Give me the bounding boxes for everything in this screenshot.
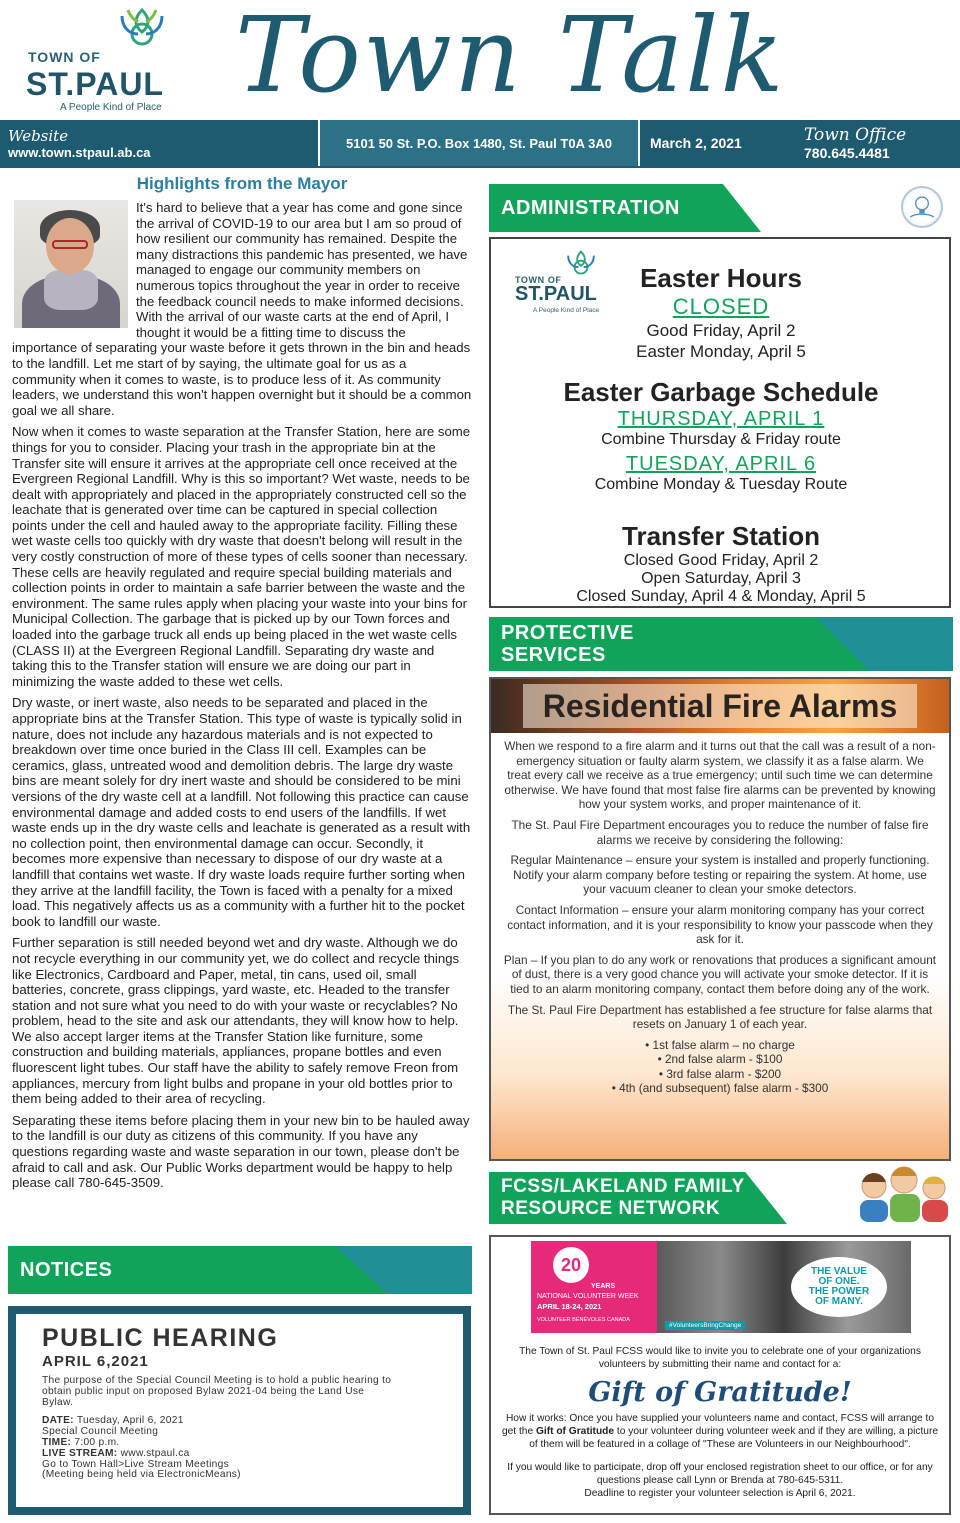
value-slogan: THE VALUE OF ONE. THE POWER OF MANY. — [791, 1257, 887, 1317]
fire-banner — [491, 679, 949, 733]
family-cartoon-icon — [852, 1164, 956, 1222]
garbage-schedule-title: Easter Garbage Schedule — [563, 377, 879, 407]
public-hearing-date: APRIL 6,2021 — [42, 1353, 149, 1370]
volunteer-week-graphic — [531, 1241, 911, 1333]
website-block — [0, 120, 318, 166]
fee-item: • 2nd false alarm - $100 — [657, 1052, 783, 1067]
fire-paragraph-2: The St. Paul Fire Department encourages you to reduce the number of false fire alarms we receive by considering the following: — [511, 817, 929, 847]
garbage-thursday-link[interactable]: THURSDAY, APRIL 1 — [617, 408, 825, 430]
easter-monday: Easter Monday, April 5 — [636, 342, 806, 361]
garbage-thursday-note: Combine Thursday & Friday route — [601, 431, 841, 448]
logo-name-text: ST.PAUL — [26, 66, 164, 102]
mayor-paragraph-5: Separating these items before placing them in your new bin to be hauled away to the landfill is our duty as citizens of this community. If you have any questions regarding waste and waste separation in our town, please don't be afraid to call and ask. Our Public Works department would be happy to help please call 780-645-3509. — [12, 1112, 470, 1191]
administration-banner — [489, 184, 789, 232]
public-hearing-title: PUBLIC HEARING — [42, 1324, 279, 1352]
garbage-tuesday-link[interactable]: TUESDAY, APRIL 6 — [625, 453, 817, 475]
fire-alarms-body — [491, 737, 949, 1159]
hearing-stream-path: Go to Town Hall>Live Stream Meetings — [42, 1458, 229, 1470]
notices-banner-text: NOTICES — [20, 1259, 113, 1281]
mayor-heading: Highlights from the Mayor — [136, 174, 348, 193]
newsletter-title: Town Talk — [235, 0, 786, 116]
fee-list — [503, 1038, 937, 1096]
easter-town-logo — [513, 249, 613, 314]
logo-town-text: TOWN OF — [28, 49, 101, 65]
twenty-years-badge: 20 — [553, 1247, 589, 1283]
garbage-tuesday-note: Combine Monday & Tuesday Route — [594, 476, 848, 493]
nvw-org: VOLUNTEER BÉNÉVOLES CANADA — [537, 1317, 630, 1323]
masthead — [0, 0, 960, 118]
info-bar — [0, 118, 960, 168]
fcss-volunteer-box — [489, 1235, 951, 1515]
easter-logo-town: TOWN OF — [515, 275, 562, 285]
gift-of-gratitude-title: Gift of Gratitude! — [588, 1377, 852, 1408]
transfer-station-title: Transfer Station — [622, 521, 820, 551]
easter-closed-link[interactable]: CLOSED — [672, 294, 770, 319]
fire-paragraph-4: Contact Information – ensure your alarm monitoring company has your correct contact information, and it is your responsibility to know your passcode when they ask for it. — [507, 902, 933, 947]
protective-banner-text: PROTECTIVE SERVICES — [501, 622, 634, 666]
easter-logo-name: ST.PAUL — [515, 283, 597, 305]
hearing-stream-line[interactable]: LIVE STREAM: www.stpaul.ca — [42, 1447, 190, 1459]
protective-services-banner — [489, 617, 953, 671]
nvw-title: NATIONAL VOLUNTEER WEEK — [537, 1293, 639, 1300]
town-logo[interactable] — [22, 6, 187, 114]
easter-logo-tagline: A People Kind of Place — [533, 307, 600, 314]
transfer-line-1: Closed Good Friday, April 2 — [623, 552, 819, 569]
fcss-banner-text: FCSS/LAKELAND FAMILY RESOURCE NETWORK — [501, 1176, 745, 1219]
hearing-time-line: TIME: 7:00 p.m. — [42, 1436, 120, 1448]
fire-paragraph-5: Plan – If you plan to do any work or renovations that produces a significant amount of dust, there is a very good chance you will activate your smoke detector. If it is tied to an alarm monitoring company, contact them before doing any of the work. — [503, 952, 937, 996]
fire-paragraph-3: Regular Maintenance – ensure your system is installed and properly functioning. Notify your alarm company before testing or repairing the system. At home, use your vacuum cleaner to clean your smoke detectors. — [510, 853, 930, 897]
hearing-meeting: Special Council Meeting — [42, 1426, 159, 1438]
easter-good-friday: Good Friday, April 2 — [646, 321, 796, 340]
mayor-paragraph-3: Dry waste, or inert waste, also needs to be separated and placed in the appropriate bins at the Transfer Station. This type of waste is typically solid in nature, does not include any hazardous materials and is not expected to breakdown over time once buried in the Class III cell. Examples can be ceramics, glass, untreated wood and demolition debris. The large dry waste bins are meant solely for dry inert waste and should be considered to be mini versions of the dry waste cell at a landfill. Not following this practice can cause environmental damage and added costs to end users of the landfills. If wet waste ends up in the dry waste cells and leachate is generated as a result with no collection point, then environmental damage can occur. Secondly, it becomes more expensive than necessary to dispose of our dry waste at a landfill that contains wet waste. If dry waste loads require further sorting when they arrive at the landfill facility, the Town is faced with a penalty for a mixed load. This negatively affects us as a community with a further hit to the pocket book to landfill our waste. — [12, 695, 471, 929]
administration-banner-text: ADMINISTRATION — [501, 197, 680, 219]
fee-item: • 3rd false alarm - $200 — [658, 1066, 782, 1081]
address-text: 5101 50 St. P.O. Box 1480, St. Paul T0A 3A0 — [346, 135, 612, 151]
fcss-deadline: Deadline to register your volunteer selection is April 6, 2021. — [584, 1488, 856, 1499]
fire-alarms-box — [489, 677, 951, 1161]
hearing-purpose-3: Bylaw. — [42, 1396, 74, 1408]
lightbulb-hand-icon — [901, 186, 943, 228]
issue-date: March 2, 2021 — [650, 135, 742, 151]
logo-tagline: A People Kind of Place — [60, 102, 162, 113]
fcss-participate: If you would like to participate, drop off your enclosed registration sheet to our office, or for any questions please call Lynn or Brenda at 780-645-5311. — [507, 1462, 933, 1486]
website-link[interactable]: www.town.stpaul.ab.ca — [8, 144, 151, 160]
mayor-article — [12, 174, 472, 1197]
mayor-photo — [14, 200, 128, 328]
fire-paragraph-6: The St. Paul Fire Department has established a fee structure for false alarms that resets on January 1 of each year. — [507, 1002, 933, 1032]
office-label: Town Office — [804, 125, 907, 145]
public-hearing-notice — [8, 1306, 471, 1515]
transfer-line-3: Closed Sunday, April 4 & Monday, April 5 — [576, 588, 866, 605]
fcss-how-it-works: How it works: Once you have supplied your volunteers name and contact, FCSS will arrange to get the Gift of Gratitude to your volunteer during volunteer week and if they are willing, a picture of them will be featured in a collage of "These are Volunteers in our Neighbourhood". — [501, 1413, 939, 1450]
fcss-banner — [489, 1172, 853, 1224]
flower-logo-icon — [114, 6, 170, 46]
website-label: Website — [8, 126, 69, 145]
hearing-purpose-2: obtain public input on proposed Bylaw 2021-04 being the Land Use — [42, 1385, 365, 1397]
hearing-date-line: DATE: Tuesday, April 6, 2021 — [42, 1415, 184, 1427]
fee-item: • 1st false alarm – no charge — [645, 1037, 795, 1052]
hearing-stream-note: (Meeting being held via ElectronicMeans) — [42, 1469, 241, 1481]
easter-hours-title: Easter Hours — [640, 263, 802, 293]
transfer-line-2: Open Saturday, April 3 — [641, 570, 801, 587]
fire-paragraph-1: When we respond to a fire alarm and it turns out that the call was a result of a non-emergency situation or faulty alarm system, we classify it as a false alarm. We treat every call we receive as a true emergency; until such time we can determine otherwise. We have found that most false fire alarms can be prevented by knowing how your system works, and proper maintenance of it. — [504, 739, 936, 812]
fee-item: • 4th (and subsequent) false alarm - $300 — [611, 1081, 829, 1096]
easter-schedule-box — [489, 237, 951, 608]
years-label: YEARS — [591, 1283, 616, 1290]
hearing-purpose-1: The purpose of the Special Council Meeting is to hold a public hearing to — [42, 1375, 392, 1386]
nvw-hashtag: #VolunteersBringChange — [665, 1321, 745, 1330]
nvw-dates: APRIL 18-24, 2021 — [537, 1302, 602, 1311]
mayor-paragraph-4: Further separation is still needed beyond wet and dry waste. Although we do not recycle everything in our community yet, we do collect and recycle things like Electronics, Cardboard and Paper, metal, tin cans, used oil, small batteries, concrete, grass clippings, yard waste, etc. Headed to the transfer station and not sure what you need to do with your waste or recyclables? No problem, head to the site and ask our attendants, they will know how to help. We also accept larger items at the Transfer Station like furniture, some construction and building materials, appliances, propane bottles and even fluorescent light tubes. Our staff have the ability to safely remove Freon from appliances, mercury from light bulbs and propane in your old bottles prior to them being added to their area of recycling. — [12, 935, 460, 1107]
office-phone[interactable]: 780.645.4481 — [804, 145, 890, 161]
office-block — [790, 120, 960, 166]
fire-alarms-title: Residential Fire Alarms — [523, 684, 918, 728]
mayor-paragraph-1: It's hard to believe that a year has come and gone since the arrival of COVID-19 to our area but I am so proud of how resilient our community has remained. Despite the many distractions this pandemic has presented, we have managed to engage our community members on numerous topics throughout the year in order to receive the feedback council needs to make informed decisions. With the arrival of our waste carts at the end of April, I thought it would be a fitting time to discuss the importance of separating your waste before it gets thrown in the bin and heads to the landfill. Let me start of by saying, the ultimate goal for us as a community when it comes to waste, is to produce less of it. As community leaders, we understand this won't happen overnight but it should be a common goal we all share. — [12, 200, 472, 418]
notices-banner — [8, 1246, 472, 1294]
flower-logo-icon — [563, 249, 599, 275]
mayor-paragraph-2: Now when it comes to waste separation at the Transfer Station, here are some things for you to consider. Placing your trash in the appropriate bin at the Transfer site will ensure it arrives at the appropriate cell once received at the Evergreen Regional Landfill. Why is this so important? Wet waste, needs to be dealt with appropriately and placed in the appropriately constructed cell so the leachate that is generated over time can be captured in special collection points under the cell and hauled away to the appropriate facility. Filling these wet waste cells too quickly with dry waste that doesn't belong will result in the very costly construction of more of these types of cells sooner than necessary. These cells are heavily regulated and require special building materials and collection points in order to maintain a safe barrier between the waste and the environment. The same rules apply when placing your waste into your bins for Municipal Collection. The garbage that is picked up by our Town forces and loaded into the garbage truck all ends up being placed in the wet waste cells (CLASS II) at the Evergreen Regional Landfill. Separating dry waste and taking this to the Transfer station will ensure we are doing our part in minimizing the waste added to these wet cells. — [12, 424, 471, 689]
address-block — [318, 120, 640, 166]
fcss-intro: The Town of St. Paul FCSS would like to invite you to celebrate one of your organizations volunteers by submitting their name and contact for a: — [519, 1346, 921, 1370]
